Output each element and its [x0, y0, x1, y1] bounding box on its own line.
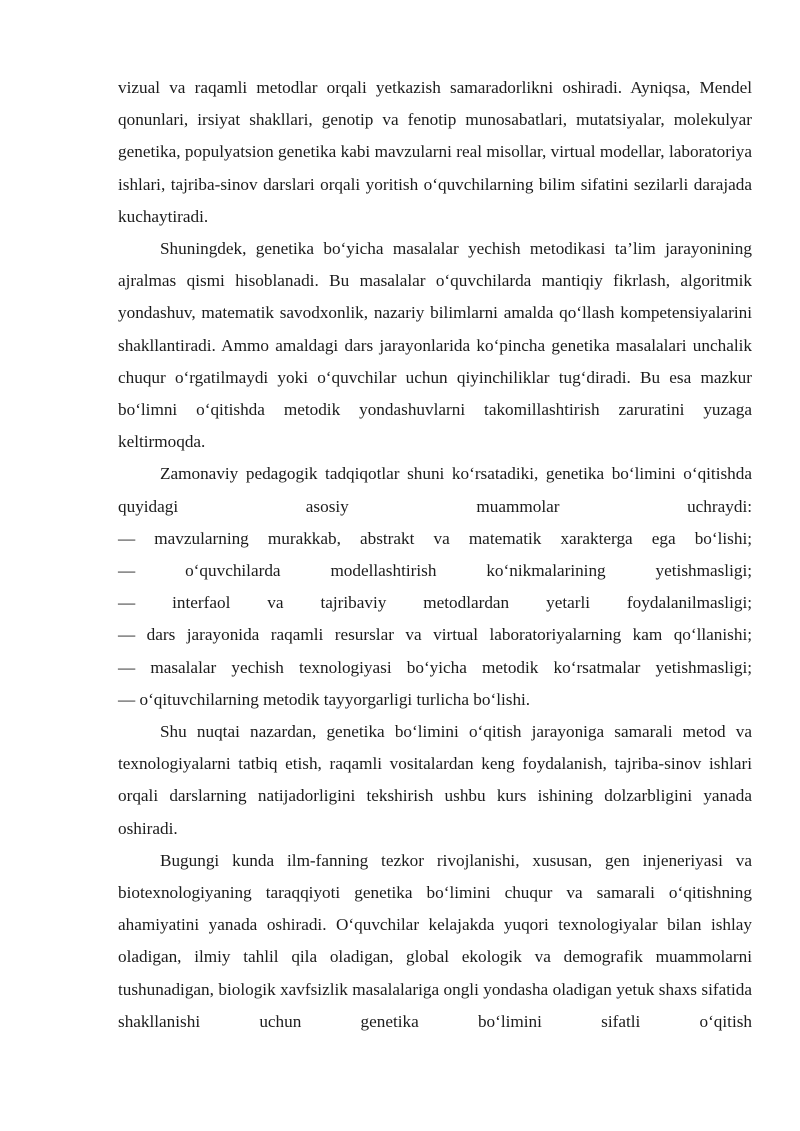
list-item: — masalalar yechish texnologiyasi bo‘yicha metodik ko‘rsatmalar yetishmasligi; [118, 657, 752, 677]
list-item: — o‘quvchilarda modellashtirish ko‘nikmalarining yetishmasligi; [118, 561, 752, 581]
list-item: — o‘qituvchilarning metodik tayyorgarligi turlicha bo‘lishi. [118, 689, 531, 709]
document-page [118, 72, 752, 1038]
paragraph-modern-science: Bugungi kunda ilm-fanning tezkor rivojlanishi, xususan, gen injeneriyasi va biotexnologiyaning taraqqiyoti genetika bo‘limini chuqur va samarali o‘qitishning ahamiyatini yanada oshiradi. O‘quvchilar kelajakda yuqori texnologiyalar bilan ishlay oladigan, ilmiy tahlil qila oladigan, global ekologik va demografik muammolarni tushunadigan, biologik xavfsizlik masalalariga ongli yondasha oladigan yetuk shaxs sifatida shakllanishi uchun genetika bo‘limini sifatli o‘qitish [118, 850, 752, 1031]
paragraph-problems-intro: Zamonaviy pedagogik tadqiqotlar shuni ko‘rsatadiki, genetika bo‘limini o‘qitishda quyidagi asosiy muammolar uchraydi: [118, 464, 752, 516]
paragraph-relevance: Shu nuqtai nazardan, genetika bo‘limini o‘qitish jarayoniga samarali metod va texnologiyalarni tatbiq etish, raqamli vositalardan keng foydalanish, tajriba-sinov ishlari orqali darslarning natijadorligini tekshirish ushbu kurs ishining dolzarbligini yanada oshiradi. [118, 722, 752, 838]
list-item: — mavzularning murakkab, abstrakt va matematik xarakterga ega bo‘lishi; [118, 528, 752, 548]
paragraph-problem-solving: Shuningdek, genetika bo‘yicha masalalar yechish metodikasi ta’lim jarayonining ajralmas qismi hisoblanadi. Bu masalalar o‘quvchilarda mantiqiy fikrlash, algoritmik yondashuv, matematik savodxonlik, nazariy bilimlarni amalda qo‘llash kompetensiyalarini shakllantiradi. Ammo amaldagi dars jarayonlarida ko‘pincha genetika masalalari unchalik chuqur o‘rgatilmaydi yoki o‘quvchilar uchun qiyinchiliklar tug‘diradi. Bu esa mazkur bo‘limni o‘qitishda metodik yondashuvlarni takomillashtirish zaruratini yuzaga keltirmoqda. [118, 239, 752, 452]
paragraph-intro-continuation: vizual va raqamli metodlar orqali yetkazish samaradorlikni oshiradi. Ayniqsa, Mendel qonunlari, irsiyat shakllari, genotip va fenotip munosabatlari, mutatsiyalar, molekulyar genetika, populyatsion genetika kabi mavzularni real misollar, virtual modellar, laboratoriya ishlari, tajriba-sinov darslari orqali yoritish o‘quvchilarning bilim sifatini sezilarli darajada kuchaytiradi. [118, 78, 752, 226]
list-item: — interfaol va tajribaviy metodlardan yetarli foydalanilmasligi; [118, 593, 752, 613]
problems-list [118, 523, 752, 716]
list-item: — dars jarayonida raqamli resurslar va virtual laboratoriyalarning kam qo‘llanishi; [118, 625, 752, 645]
